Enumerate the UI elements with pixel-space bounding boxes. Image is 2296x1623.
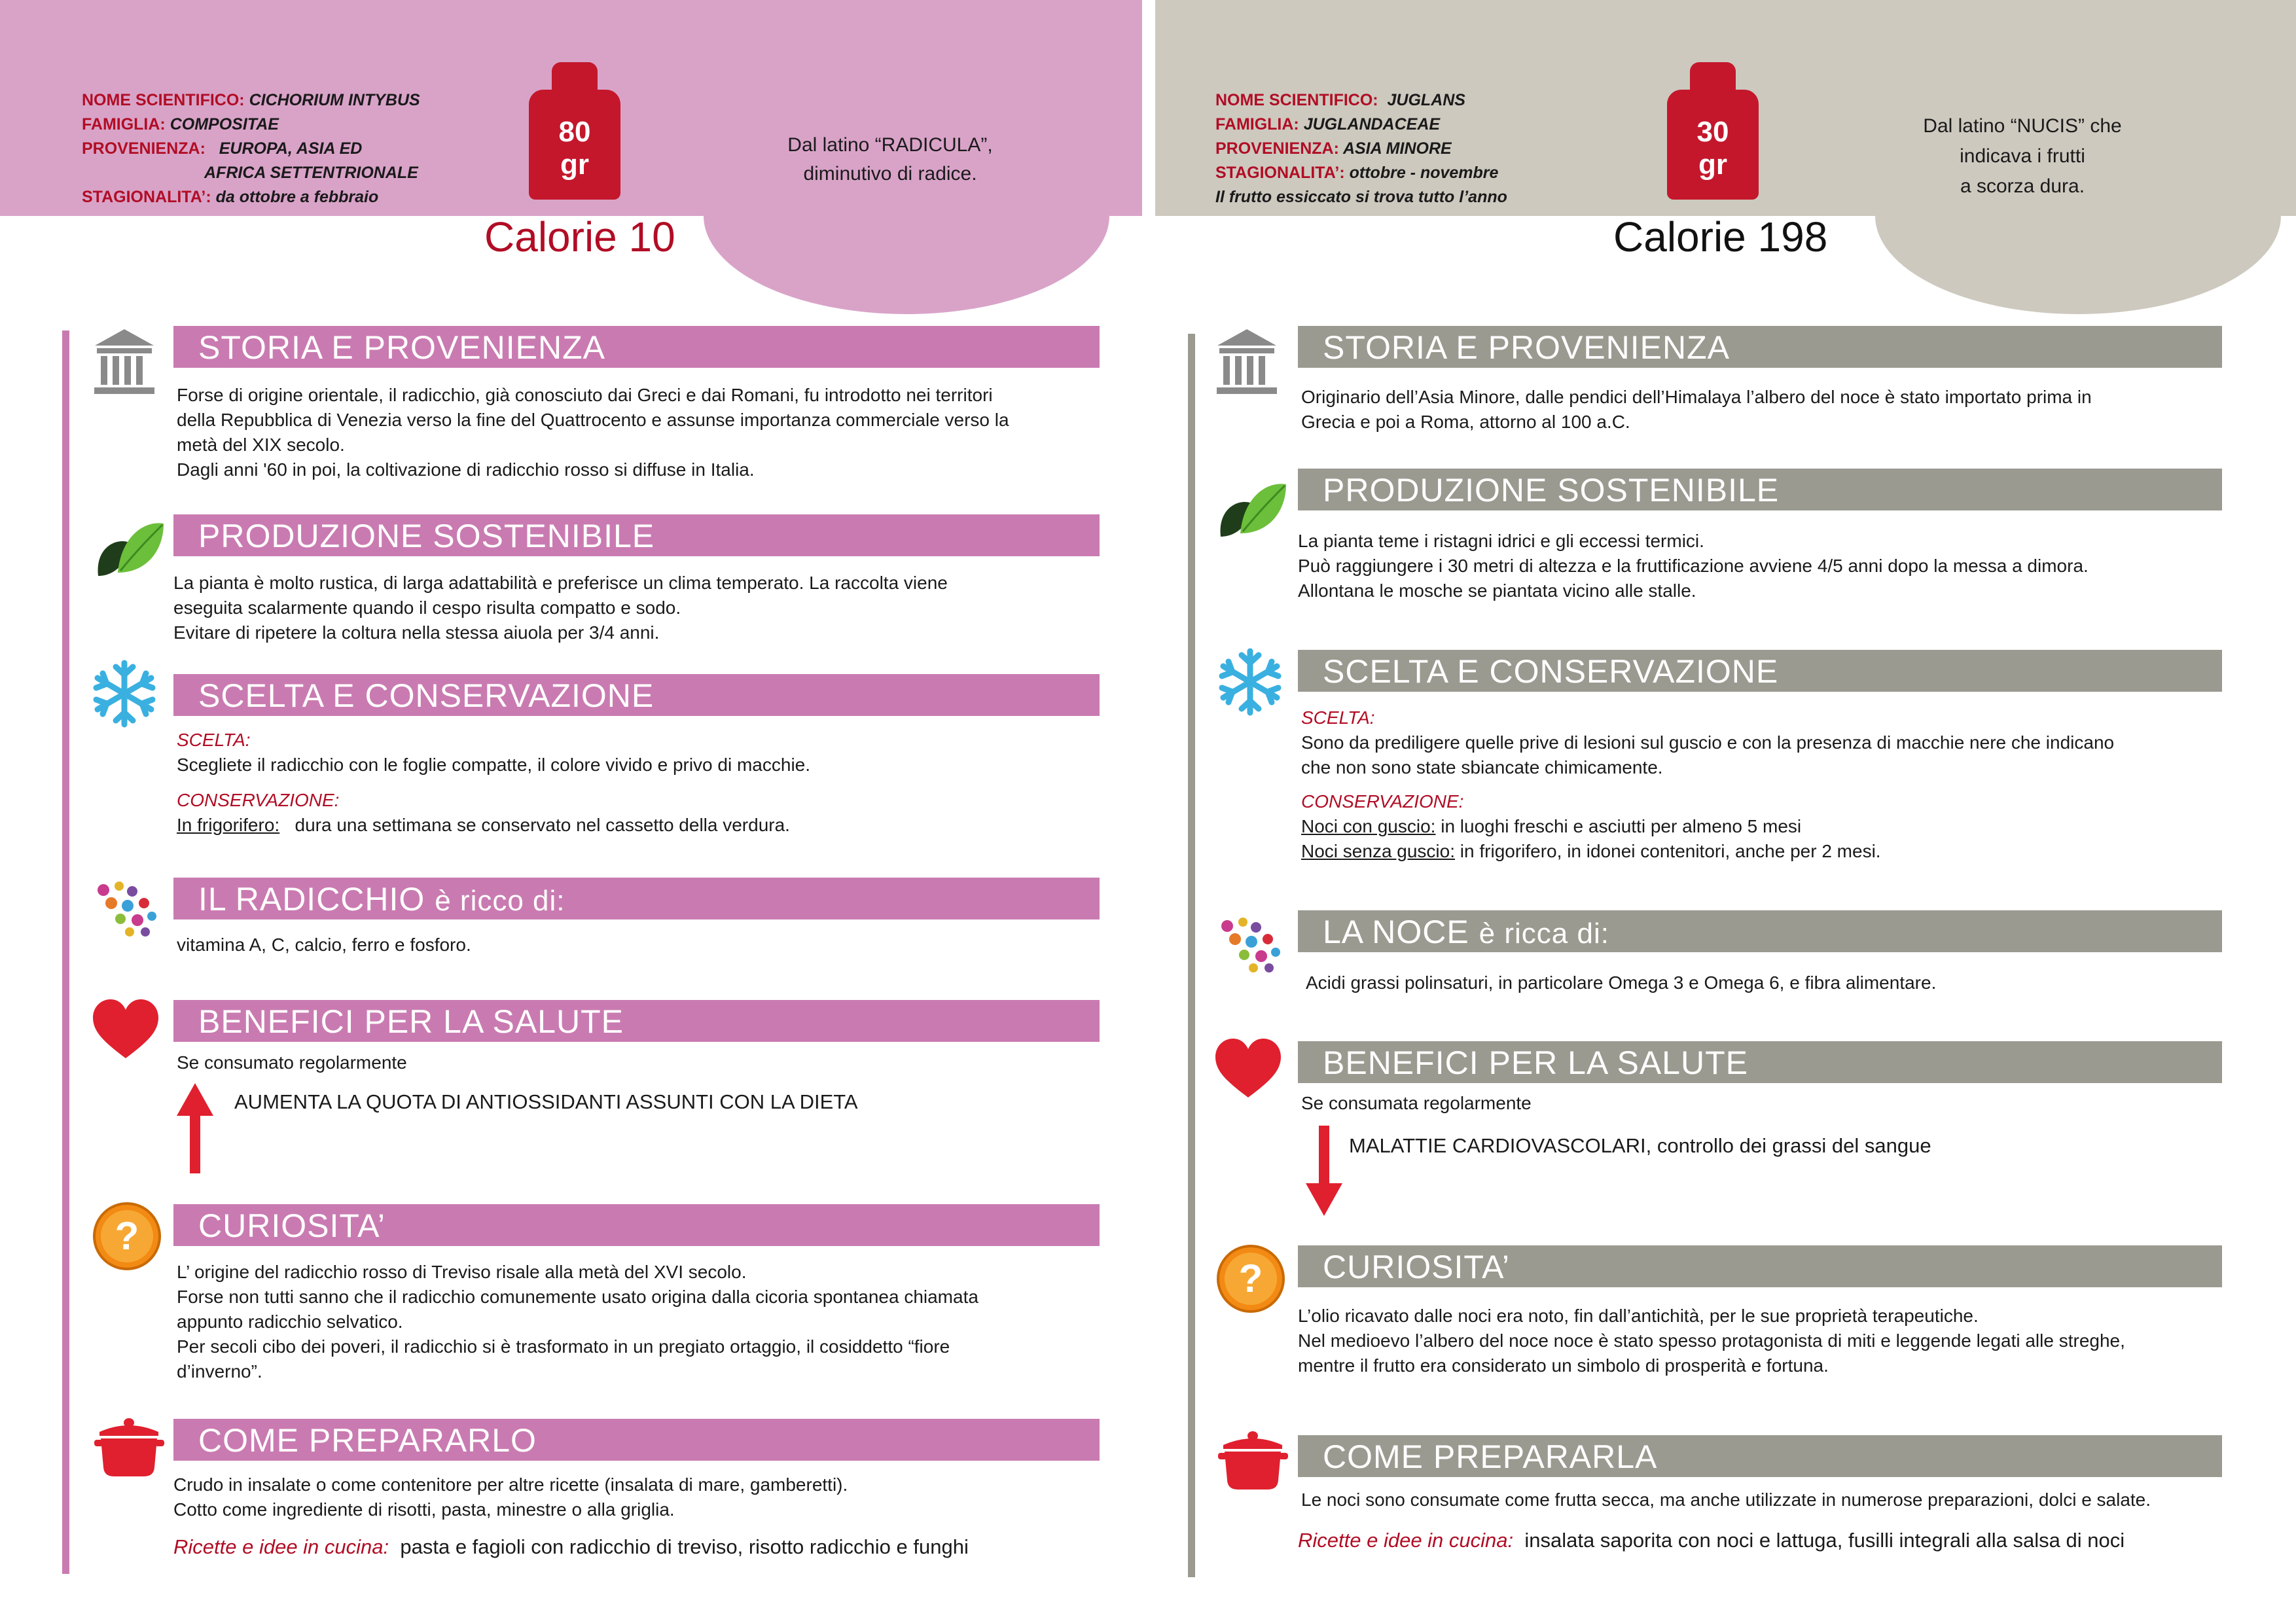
famiglia-label: FAMIGLIA: [82, 115, 166, 134]
section-title-produzione: PRODUZIONE SOSTENIBILE [1298, 469, 2222, 510]
ricco-text: Acidi grassi polinsaturi, in particolare Omega 3 e Omega 6, e fibra alimentare. [1306, 972, 1937, 993]
section-title-preparare: COME PREPARARLA [1298, 1435, 2222, 1477]
produzione-text: La pianta teme i ristagni idrici e gli eccessi termici. Può raggiungere i 30 metri di altezza e la fruttificazione avviene 4/5 anni dopo la messa a dimora. Allontana le mosche se piantata vicino alle stalle. [1298, 531, 2089, 601]
provenienza-value-2: AFRICA SETTENTRIONALE [204, 164, 418, 182]
calories: Calorie 10 [484, 213, 675, 260]
vitamins-icon [92, 877, 164, 942]
section-title-storia: STORIA E PROVENIENZA [1298, 326, 2222, 368]
calories: Calorie 198 [1613, 213, 1828, 260]
scelta-label: SCELTA: [177, 730, 251, 750]
noce-page [1155, 0, 2296, 1623]
etymology [753, 131, 1028, 188]
section-title-benefici: BENEFICI PER LA SALUTE [173, 1000, 1100, 1042]
snowflake-icon [1214, 646, 1286, 718]
etymology: Dal latino “NUCIS” che indicava i frutti a scorza dura. [1923, 115, 2122, 197]
ricco-text: vitamina A, C, calcio, ferro e fosforo. [177, 935, 471, 955]
section-title-storia: STORIA E PROVENIENZA [173, 326, 1100, 368]
leaves-icon [92, 510, 167, 582]
benefici-text: Se consumata regolarmente [1301, 1093, 1532, 1113]
svg-text:?: ? [115, 1214, 139, 1258]
curiosita-text: L’olio ricavato dalle noci era noto, fin dall’antichità, per le sue proprietà terapeutiche. Nel medioevo l’albero del noce noce è stato spesso protagonista di miti e leggende legati alle streghe, mentre il frutto era considerato un simbolo di prosperità e fortuna. [1298, 1306, 2125, 1376]
ricette-line: Ricette e idee in cucina: pasta e fagioli con radicchio di treviso, risotto radicchio e funghi [173, 1535, 969, 1558]
preparare-text: Le noci sono consumate come frutta secca, ma anche utilizzate in numerose preparazioni, dolci e salate. [1301, 1489, 2151, 1510]
provenienza-value: EUROPA, ASIA ED [219, 139, 363, 158]
weight-value: 80 [558, 116, 591, 148]
storia-text: Originario dell’Asia Minore, dalle pendici dell’Himalaya l’albero del noce è stato importato prima in Grecia e poi a Roma, attorno al 100 a.C. [1301, 387, 2092, 432]
etymology-line: diminutivo di radice. [803, 163, 977, 185]
scientific-info: NOME SCIENTIFICO: JUGLANS FAMIGLIA: JUGLANDACEAE PROVENIENZA: ASIA MINORE STAGIONALITA’: ottobre - novembre Il frutto essiccato si trova tutto l’anno [1215, 91, 1507, 206]
heart-icon [1214, 1037, 1283, 1099]
question-icon [92, 1201, 162, 1272]
curiosita-text: L’ origine del radicchio rosso di Treviso risale alla metà del XVI secolo. Forse non tutti sanno che il radicchio comunemente usato origina dalla cicoria spontanea chiamata appunto radicchio selvatico. Per secoli cibo dei poveri, il radicchio si è trasformato in un pregiato ortaggio, il cosiddetto “fiore d’inverno”. [177, 1262, 978, 1382]
etymology-line: Dal latino “RADICULA”, [787, 134, 993, 156]
museum-icon [92, 327, 157, 396]
vertical-rule [62, 330, 69, 1574]
section-title-preparare: COME PREPARARLO [173, 1419, 1100, 1461]
benefici-highlight: MALATTIE CARDIOVASCOLARI, controllo dei grassi del sangue [1349, 1134, 1931, 1157]
nome-value: CICHORIUM INTYBUS [249, 91, 420, 109]
svg-text:?: ? [1238, 1257, 1263, 1300]
storia-text: Forse di origine orientale, il radicchio, già conosciuto dai Greci e dai Romani, fu introdotto nei territori della Repubblica di Venezia verso la fine del Quattrocento e assunse importanza commerciale verso la metà del XIX secolo. Dagli anni '60 in poi, la coltivazione di radicchio rosso si diffuse in Italia. [177, 385, 1009, 480]
vertical-rule [1188, 334, 1195, 1577]
arrow-up-icon [175, 1083, 215, 1175]
benefici-text: Se consumato regolarmente [177, 1052, 407, 1073]
section-title-scelta: SCELTA E CONSERVAZIONE [173, 674, 1100, 716]
leaves-icon [1214, 471, 1289, 543]
heart-icon [92, 998, 160, 1060]
museum-icon [1214, 327, 1280, 396]
section-title-ricco: LA NOCE è ricca di: [1298, 910, 2222, 952]
section-title-ricco: IL RADICCHIO è ricco di: [173, 878, 1100, 919]
stagionalita-value: da ottobre a febbraio [215, 188, 379, 206]
arrow-down-icon [1304, 1126, 1344, 1217]
section-title-benefici: BENEFICI PER LA SALUTE [1298, 1041, 2222, 1083]
ricette-line: Ricette e idee in cucina: insalata saporita con noci e lattuga, fusilli integrali alla salsa di noci [1298, 1529, 2125, 1552]
snowflake-icon [88, 658, 160, 730]
pot-icon [92, 1414, 167, 1479]
section-title-scelta: SCELTA E CONSERVAZIONE [1298, 650, 2222, 692]
vitamins-icon [1215, 913, 1287, 978]
question-icon [1215, 1243, 1286, 1314]
scelta-text: SCELTA: Scegliete il radicchio con le foglie compatte, il colore vivido e privo di macchie. CONSERVAZIONE: In frigorifero: dura una settimana se conservato nel cassetto della verdura. [177, 728, 810, 838]
section-title-curiosita: CURIOSITA’ [1298, 1245, 2222, 1287]
weight-icon: 30 gr [1667, 62, 1759, 200]
section-title-produzione: PRODUZIONE SOSTENIBILE [173, 514, 1100, 556]
stagionalita-label: STAGIONALITA’: [82, 188, 211, 206]
section-title-curiosita: CURIOSITA’ [173, 1204, 1100, 1246]
nome-label: NOME SCIENTIFICO: [82, 91, 245, 109]
provenienza-label: PROVENIENZA: [82, 139, 206, 158]
preparare-text: Crudo in insalate o come contenitore per altre ricette (insalata di mare, gamberetti). Cotto come ingrediente di risotti, pasta, minestre o alla griglia. [173, 1474, 848, 1520]
weight-icon [529, 62, 620, 200]
benefici-highlight: AUMENTA LA QUOTA DI ANTIOSSIDANTI ASSUNTI CON LA DIETA [234, 1090, 858, 1113]
famiglia-value: COMPOSITAE [170, 115, 279, 134]
weight-unit: gr [560, 149, 589, 181]
pot-icon [1215, 1427, 1291, 1492]
produzione-text: La pianta è molto rustica, di larga adattabilità e preferisce un clima temperato. La raccolta viene eseguita scalarmente quando il cespo risulta compatto e sodo. Evitare di ripetere la coltura nella stessa aiuola per 3/4 anni. [173, 573, 948, 643]
scientific-info [82, 88, 507, 209]
scelta-text: SCELTA: Sono da prediligere quelle prive di lesioni sul guscio e con la presenza di macchie nere che indicano che non sono state sbiancate chimicamente. CONSERVAZIONE: Noci con guscio: in luoghi freschi e asciutti per almeno 5 mesi Noci senza guscio: in frigorifero, in idonei contenitori, anche per 2 mesi. [1301, 707, 2115, 861]
radicchio-page [0, 0, 1142, 1623]
conservazione-label: CONSERVAZIONE: [177, 790, 340, 810]
